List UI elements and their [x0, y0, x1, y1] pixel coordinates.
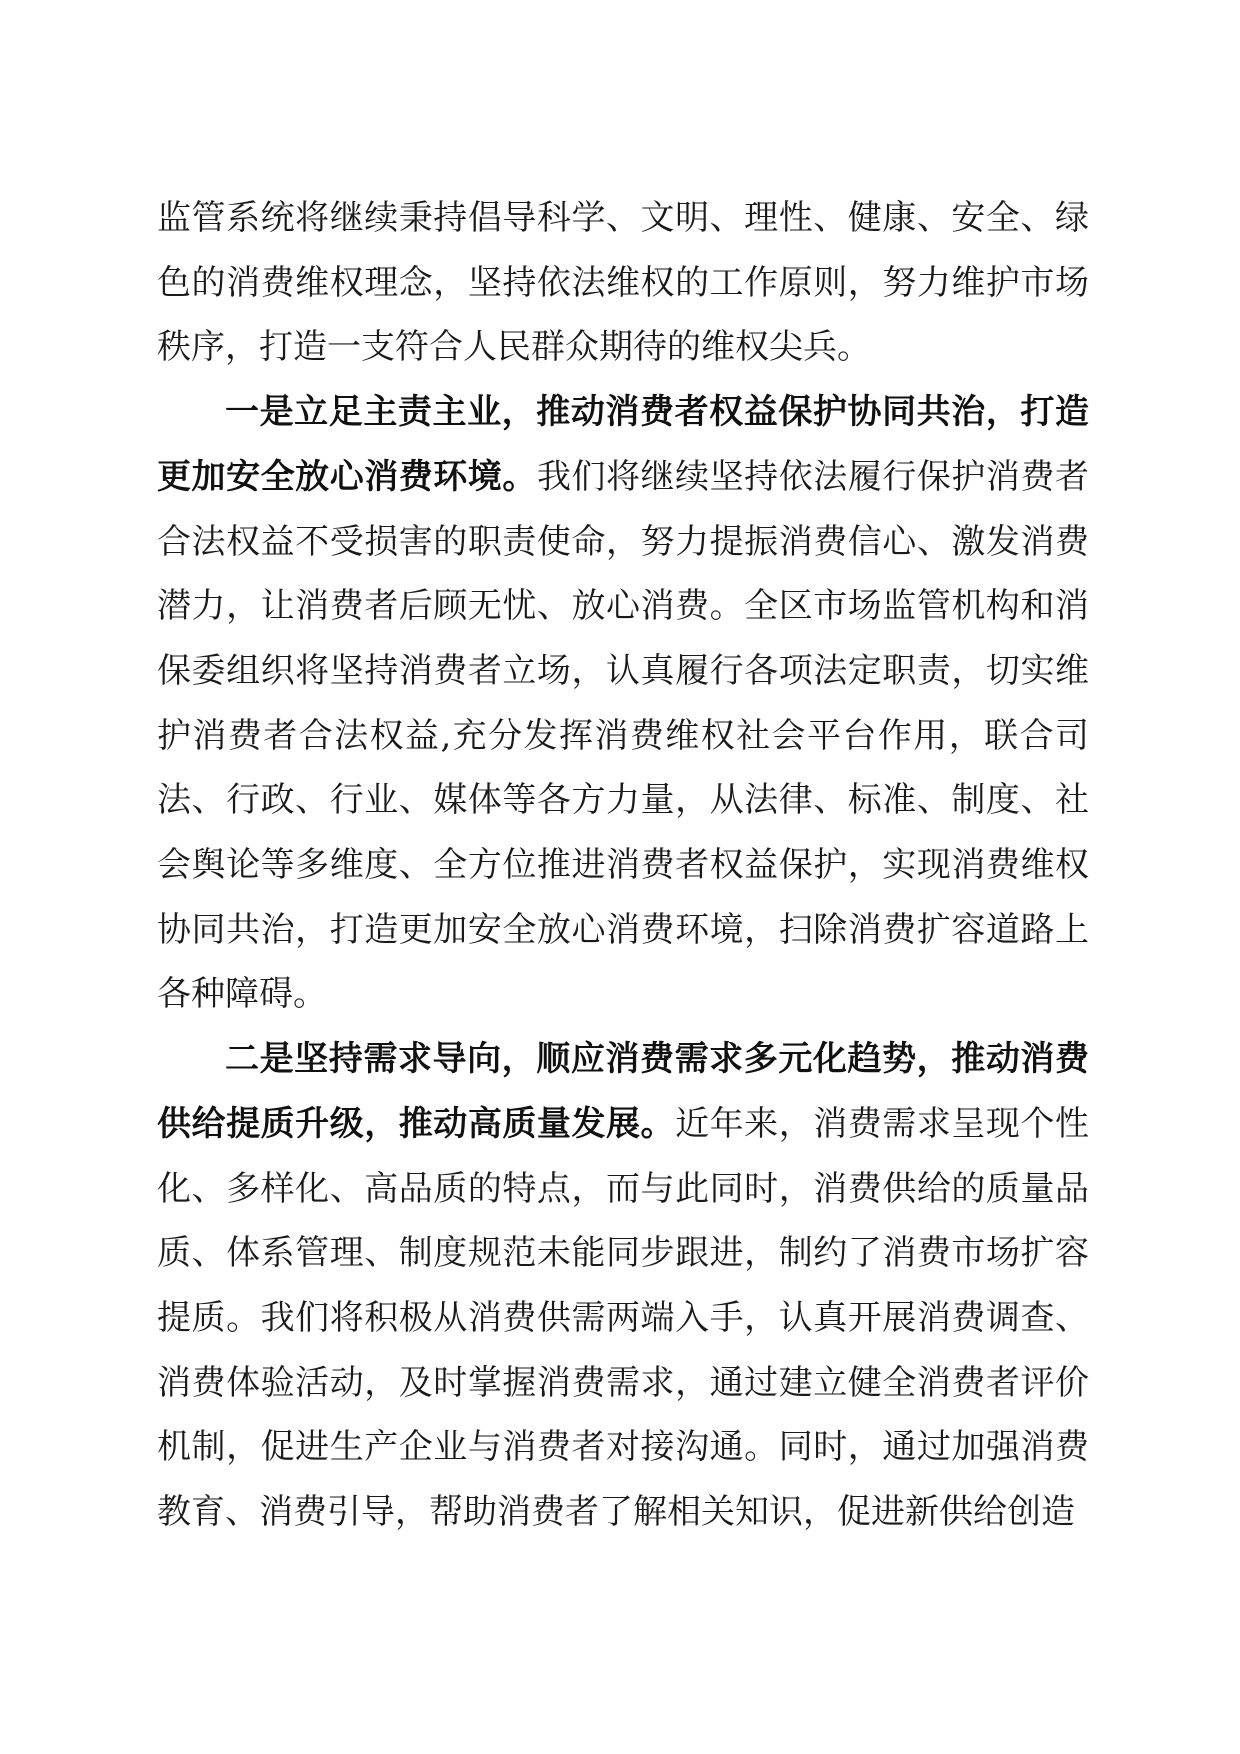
paragraph-body: 监管系统将继续秉持倡导科学、文明、理性、健康、安全、绿色的消费维权理念，坚持依法维权的工作原则，努力维护市场秩序，打造一支符合人民群众期待的维权尖兵。	[157, 198, 1089, 368]
paragraph-continued	[157, 186, 1089, 380]
paragraph-point-one	[157, 380, 1089, 1027]
paragraph-lead-heading: 二是坚持需求导向，顺应消费需求多元化趋势，推动消费供给提质升级，推动高质量发展。	[157, 1039, 1089, 1144]
paragraph-body: 近年来，消费需求呈现个性化、多样化、高品质的特点，而与此同时，消费供给的质量品质、体系管理、制度规范未能同步跟进，制约了消费市场扩容提质。我们将积极从消费供需两端入手，认真开展消费调查、消费体验活动，及时掌握消费需求，通过建立健全消费者评价机制，促进生产企业与消费者对接沟通。同时，通过加强消费教育、消费引导，帮助消费者了解相关知识，促进新供给创造	[157, 1103, 1090, 1533]
paragraph-body: 我们将继续坚持依法履行保护消费者合法权益不受损害的职责使命，努力提振消费信心、激发消费潜力，让消费者后顾无忧、放心消费。全区市场监管机构和消保委组织将坚持消费者立场，认真履行各项法定职责，切实维护消费者合法权益,充分发挥消费维权社会平台作用，联合司法、行政、行业、媒体等各方力量，从法律、标准、制度、社会舆论等多维度、全方位推进消费者权益保护，实现消费维权协同共治，打造更加安全放心消费环境，扫除消费扩容道路上各种障碍。	[157, 456, 1090, 1015]
document-body	[157, 186, 1089, 1545]
paragraph-point-two	[157, 1027, 1089, 1545]
paragraph-lead-heading: 一是立足主责主业，推动消费者权益保护协同共治，打造更加安全放心消费环境。	[157, 392, 1089, 497]
